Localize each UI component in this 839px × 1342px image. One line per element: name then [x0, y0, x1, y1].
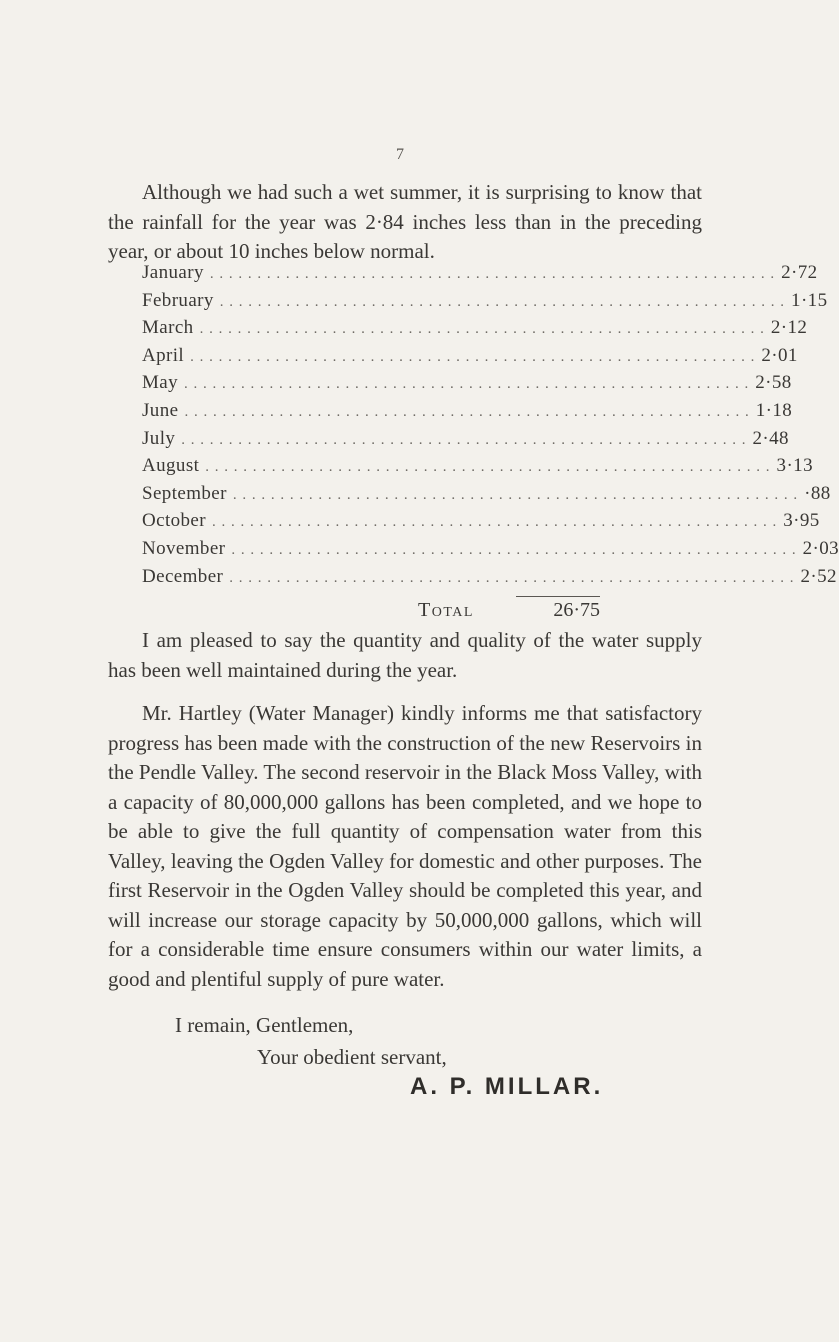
- rainfall-value: 2·48: [752, 427, 789, 449]
- rainfall-row: [142, 510, 820, 538]
- closing-remain: I remain, Gentlemen,: [175, 1013, 354, 1037]
- dot-leader: . . . . . . . . . . . . . . . . . . . . . . . . . . . . . . . . . . . . . . . . . . . . . . . . . . . . . . . . . . . .: [212, 514, 778, 531]
- month-label: March: [142, 317, 194, 339]
- dot-leader: . . . . . . . . . . . . . . . . . . . . . . . . . . . . . . . . . . . . . . . . . . . . . . . . . . . . . . . . . . . .: [231, 541, 797, 558]
- dot-leader: . . . . . . . . . . . . . . . . . . . . . . . . . . . . . . . . . . . . . . . . . . . . . . . . . . . . . . . . . . . .: [219, 293, 786, 310]
- reservoir-text: Mr. Hartley (Water Manager) kindly informs me that satisfactory progress has been made with the construction of the new Reservoirs in the Pendle Valley. The second reservoir in the Black Moss Valley, with a capacity of 80,000,000 gallons has been completed, and we hope to be able to give the full quantity of compensation water from this Valley, leaving the Ogden Valley for domestic and other purposes. The first Reservoir in the Ogden Valley should be completed this year, and will increase our storage capacity by 50,000,000 gallons, which will for a considerable time ensure consumers within our water limits, a good and plentiful supply of pure water.: [108, 701, 702, 991]
- dot-leader: . . . . . . . . . . . . . . . . . . . . . . . . . . . . . . . . . . . . . . . . . . . . . . . . . . . . . . . . . . . .: [232, 486, 799, 503]
- dot-leader: . . . . . . . . . . . . . . . . . . . . . . . . . . . . . . . . . . . . . . . . . . . . . . . . . . . . . . . . . . . .: [190, 348, 756, 365]
- dot-leader: . . . . . . . . . . . . . . . . . . . . . . . . . . . . . . . . . . . . . . . . . . . . . . . . . . . . . . . . . . . .: [229, 569, 795, 586]
- rainfall-row: [142, 289, 828, 318]
- signature: A. P. MILLAR.: [410, 1073, 604, 1100]
- rainfall-row: [142, 537, 839, 566]
- total-value: 26·75: [553, 599, 600, 621]
- intro-text: Although we had such a wet summer, it is surprising to know that the rainfall for the year was 2·84 inches less than in the preceding year, or about 10 inches below normal.: [108, 180, 702, 263]
- rainfall-row: [142, 455, 813, 483]
- reservoir-paragraph: [108, 699, 702, 994]
- rainfall-row: [142, 427, 789, 456]
- month-label: October: [142, 510, 206, 532]
- closing-servant: Your obedient servant,: [257, 1045, 447, 1069]
- rainfall-value: ·88: [804, 482, 831, 504]
- rainfall-value: 2·01: [761, 344, 798, 366]
- month-label: November: [142, 537, 226, 559]
- month-label: December: [142, 565, 224, 587]
- rainfall-value: 1·18: [755, 399, 793, 421]
- month-label: April: [142, 344, 185, 366]
- rainfall-row: [142, 344, 798, 373]
- rainfall-value: 3·13: [776, 455, 813, 477]
- dot-leader: . . . . . . . . . . . . . . . . . . . . . . . . . . . . . . . . . . . . . . . . . . . . . . . . . . . . . . . . . . . .: [184, 376, 750, 393]
- dot-leader: . . . . . . . . . . . . . . . . . . . . . . . . . . . . . . . . . . . . . . . . . . . . . . . . . . . . . . . . . . . .: [184, 403, 750, 420]
- rainfall-value: 2·52: [800, 565, 837, 587]
- intro-paragraph: [108, 178, 702, 267]
- page-number: 7: [396, 146, 404, 163]
- month-label: July: [142, 427, 176, 449]
- month-label: February: [142, 289, 214, 311]
- total-row: [418, 599, 600, 622]
- rainfall-value: 2·58: [755, 372, 792, 394]
- water-quality-text: I am pleased to say the quantity and quality of the water supply has been well maintained during the year.: [108, 628, 702, 682]
- rainfall-value: 3·95: [783, 510, 820, 532]
- total-rule: [516, 596, 600, 597]
- dot-leader: . . . . . . . . . . . . . . . . . . . . . . . . . . . . . . . . . . . . . . . . . . . . . . . . . . . . . . . . . . . .: [199, 321, 765, 338]
- water-quality-paragraph: [108, 626, 702, 685]
- rainfall-row: [142, 399, 793, 428]
- month-label: June: [142, 399, 179, 421]
- rainfall-row: [142, 262, 818, 290]
- rainfall-row: [142, 372, 792, 400]
- rainfall-value: 2·12: [770, 317, 808, 339]
- month-label: January: [142, 262, 204, 283]
- rainfall-value: 2·03: [802, 537, 839, 559]
- dot-leader: . . . . . . . . . . . . . . . . . . . . . . . . . . . . . . . . . . . . . . . . . . . . . . . . . . . . . . . . . . . .: [181, 431, 747, 448]
- total-label: Total: [418, 599, 474, 621]
- month-label: May: [142, 372, 179, 394]
- dot-leader: . . . . . . . . . . . . . . . . . . . . . . . . . . . . . . . . . . . . . . . . . . . . . . . . . . . . . . . . . . . .: [209, 266, 776, 282]
- dot-leader: . . . . . . . . . . . . . . . . . . . . . . . . . . . . . . . . . . . . . . . . . . . . . . . . . . . . . . . . . . . .: [205, 459, 771, 476]
- rainfall-row: [142, 317, 808, 345]
- rainfall-row: [142, 565, 837, 594]
- rainfall-row: [142, 482, 831, 511]
- month-label: August: [142, 455, 200, 477]
- rainfall-table: [142, 262, 839, 593]
- rainfall-value: 2·72: [781, 262, 818, 283]
- rainfall-value: 1·15: [791, 289, 828, 311]
- month-label: September: [142, 482, 227, 504]
